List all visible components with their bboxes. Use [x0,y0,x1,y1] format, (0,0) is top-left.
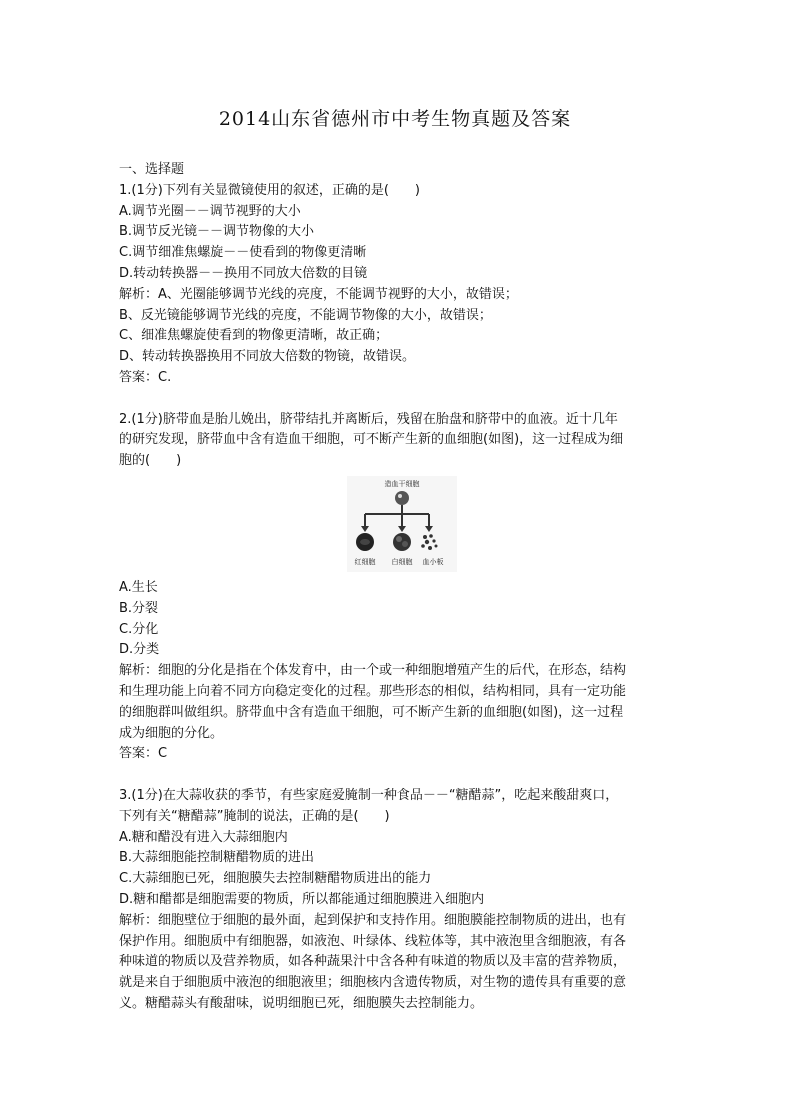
section-heading: 一、选择题 [119,162,185,177]
question-2 [119,410,679,766]
question-2-analysis-line: 的细胞群叫做组织。脐带血中含有造血干细胞，可不断产生新的血细胞(如图)，这一过程 [119,704,624,720]
figure-label-white-cell: 白细胞 [391,557,413,566]
question-3-analysis-line: 义。糖醋蒜头有酸甜味，说明细胞已死，细胞膜失去控制能力。 [119,995,484,1011]
question-2-analysis-line: 成为细胞的分化。 [119,725,224,741]
stem-cell-icon [395,491,409,505]
figure-label-platelet: 血小板 [422,557,444,566]
question-3-option-d: D.糖和醋都是细胞需要的物质，所以都能通过细胞膜进入细胞内 [119,891,485,907]
question-3-stem-line: 3.(1分)在大蒜收获的季节，有些家庭爱腌制一种食品－－“糖醋蒜”，吃起来酸甜爽口， [119,787,619,803]
question-1-analysis-line: C、细准焦螺旋使看到的物像更清晰，故正确； [119,328,389,344]
question-1-analysis-line: 解析：A、光圈能够调节光线的亮度，不能调节视野的大小，故错误； [119,286,518,302]
question-2-option-a: A.生长 [119,579,158,595]
document-body [119,160,679,1015]
question-2-option-b: B.分裂 [119,600,159,616]
question-3-option-c: C.大蒜细胞已死，细胞膜失去控制糖醋物质进出的能力 [119,871,432,887]
question-1-answer: 答案：C. [119,369,172,385]
question-1-stem: 1.(1分)下列有关显微镜使用的叙述，正确的是( ) [119,182,420,198]
question-3-option-b: B.大蒜细胞能控制糖醋物质的进出 [119,850,315,866]
question-1 [119,181,679,389]
question-1-option-a: A.调节光圈－－调节视野的大小 [119,203,301,219]
question-3-analysis-line: 解析：细胞壁位于细胞的最外面，起到保护和支持作用。细胞膜能控制物质的进出，也有 [119,912,627,928]
question-3-analysis-line: 种味道的物质以及营养物质，如各种蔬果汁中含各种有味道的物质以及丰富的营养物质， [119,954,627,970]
question-2-analysis-line: 和生理功能上向着不同方向稳定变化的过程。那些形态的相似，结构相同，具有一定功能 [119,683,627,699]
document-title: 2014山东省德州市中考生物真题及答案 [218,108,572,130]
question-2-answer: 答案：C [119,746,168,762]
white-blood-cell-icon [393,533,411,551]
blood-cell-diagram [347,476,457,572]
question-1-option-c: C.调节细准焦螺旋－－使看到的物像更清晰 [119,245,367,261]
question-1-analysis-line: D、转动转换器换用不同放大倍数的物镜，故错误。 [119,349,416,365]
question-3-analysis-line: 就是来自于细胞质中液泡的细胞液里；细胞核内含遗传物质，对生物的遗传具有重要的意 [119,975,627,991]
question-2-stem-line: 2.(1分)脐带血是胎儿娩出，脐带结扎并离断后，残留在胎盘和脐带中的血液。近十几年 [119,411,618,427]
figure-label-stem-cell: 造血干细胞 [384,479,420,488]
question-3 [119,786,679,1015]
figure-label-red-cell: 红细胞 [354,557,376,566]
question-2-option-c: C.分化 [119,621,159,637]
question-3-option-a: A.糖和醋没有进入大蒜细胞内 [119,829,288,845]
question-3-analysis-line: 保护作用。细胞质中有细胞器，如液泡、叶绿体、线粒体等，其中液泡里含细胞液，有各 [119,933,627,949]
question-1-analysis-line: B、反光镜能够调节光线的亮度，不能调节物像的大小，故错误； [119,307,492,323]
blood-cell-differentiation-figure [119,476,679,576]
question-2-analysis-line: 解析：细胞的分化是指在个体发育中，由一个或一种细胞增殖产生的后代，在形态，结构 [119,663,627,679]
question-2-stem-line: 胞的( ) [119,453,182,469]
question-1-option-d: D.转动转换器－－换用不同放大倍数的目镜 [119,265,368,281]
question-2-stem-line: 的研究发现，脐带血中含有造血干细胞，可不断产生新的血细胞(如图)，这一过程成为细 [119,432,624,448]
question-3-stem-line: 下列有关“糖醋蒜”腌制的说法，正确的是( ) [119,808,390,824]
question-1-option-b: B.调节反光镜－－调节物像的大小 [119,224,315,240]
question-2-option-d: D.分类 [119,642,160,658]
